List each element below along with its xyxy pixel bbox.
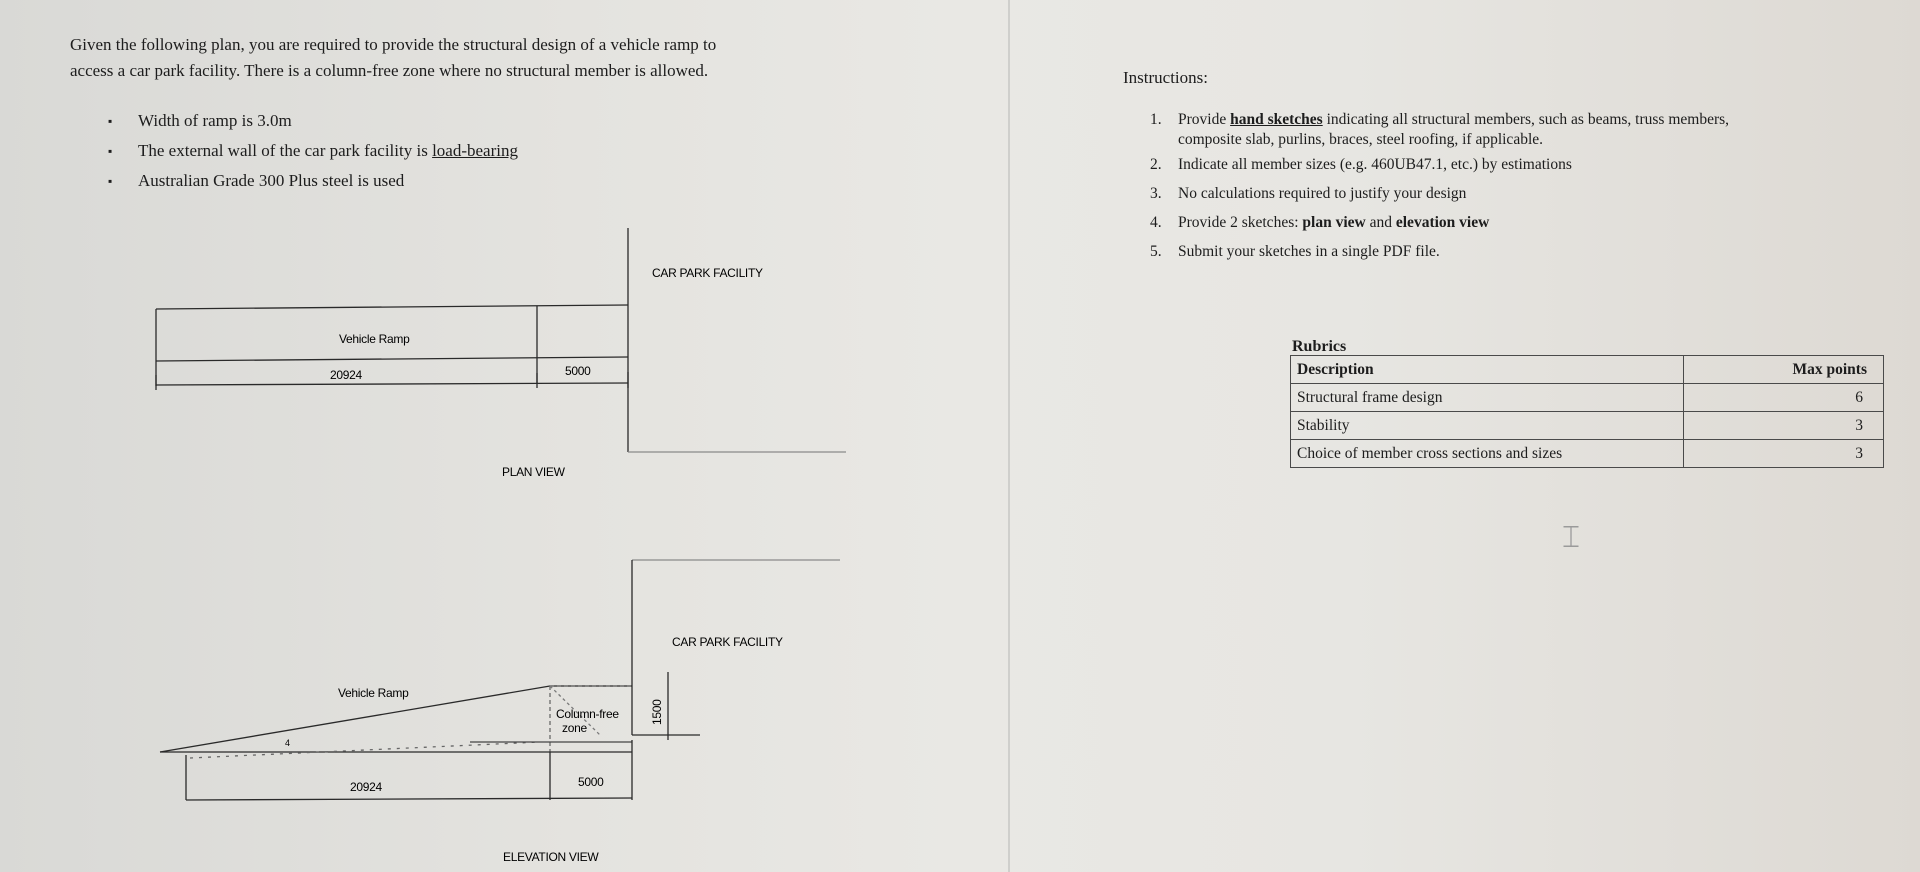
elev-dim-height: 1500 [650,699,664,725]
elev-zone-line2: zone [562,721,587,735]
elev-dimension-line [186,798,632,800]
instruction-item-1: 1. Provide hand sketches indicating all structural members, such as beams, truss members, composite slab, purlins, braces, steel roofing, if applicable. [1150,111,1730,148]
instruction-item-4: 4. Provide 2 sketches: plan view and elevation view [1150,214,1490,231]
table-row [1291,440,1884,468]
rubric-description: Stability [1291,412,1684,440]
elev-dim-length: 20924 [350,780,382,794]
rubric-description: Structural frame design [1291,384,1684,412]
instruction-item-5: 5. Submit your sketches in a single PDF file. [1150,243,1440,260]
rubric-points: 6 [1684,384,1884,412]
elev-ramp-label: Vehicle Ramp [338,686,409,700]
plan-dim-zone: 5000 [565,364,591,378]
requirement-width: ▪ Width of ramp is 3.0m [108,106,518,136]
rubric-points: 3 [1684,412,1884,440]
elev-slope-mark: 4 [285,738,290,748]
instruction-item-2: 2. Indicate all member sizes (e.g. 460UB47.1, etc.) by estimations [1150,156,1572,173]
elevation-view-caption: ELEVATION VIEW [503,850,599,864]
table-row [1291,384,1884,412]
elev-facility-label: CAR PARK FACILITY [672,635,783,649]
rubrics-table [1290,355,1884,468]
elev-zone-line1: Column-free [556,707,619,721]
rubrics-header-row [1291,356,1884,384]
plan-ramp-label: Vehicle Ramp [339,332,410,346]
requirement-steel: ▪ Australian Grade 300 Plus steel is used [108,166,518,196]
requirement-wall: ▪ The external wall of the car park facility is load-bearing [108,136,518,166]
plan-dim-length: 20924 [330,368,362,382]
page-divider [1008,0,1010,872]
rubrics-title: Rubrics [1292,338,1347,355]
instruction-item-3: 3. No calculations required to justify your design [1150,185,1467,202]
intro-line-2: access a car park facility. There is a column-free zone where no structural member is allowed. [70,61,709,80]
load-bearing-link[interactable]: load-bearing [432,141,518,160]
table-row [1291,412,1884,440]
plan-view-caption: PLAN VIEW [502,465,565,479]
text-cursor-icon: ⌶ [1562,520,1580,555]
instructions-list [1150,110,1870,271]
intro-line-1: Given the following plan, you are required to provide the structural design of a vehicle ramp to [70,35,717,54]
instructions-heading: Instructions: [1123,68,1208,87]
rubric-description: Choice of member cross sections and sizes [1291,440,1684,468]
rubrics-header-points: Max points [1684,356,1884,384]
rubric-points: 3 [1684,440,1884,468]
rubrics-header-description: Description [1291,356,1684,384]
plan-facility-label: CAR PARK FACILITY [652,266,763,280]
elev-dim-zone: 5000 [578,775,604,789]
hand-sketches-emphasis: hand sketches [1230,111,1323,128]
